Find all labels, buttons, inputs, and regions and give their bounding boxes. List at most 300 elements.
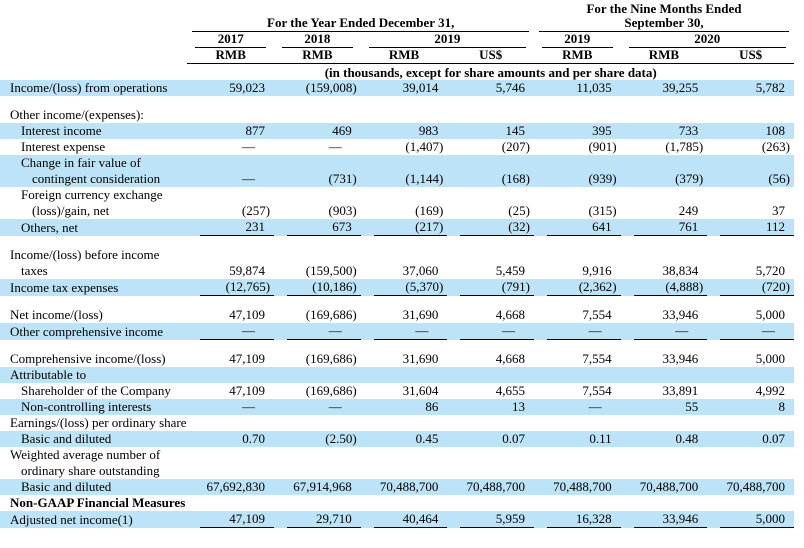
cell-value-text: 7,554 (582, 383, 612, 398)
cell-value (621, 80, 708, 96)
row-label-line: taxes (21, 263, 48, 278)
cell-value (621, 447, 708, 479)
row-label (0, 323, 187, 340)
row-label-line: Weighted average number of (10, 447, 161, 462)
cell-value-text: 5,959 (460, 511, 534, 528)
table-row (0, 80, 794, 96)
cell-value (534, 219, 621, 236)
cell-value (361, 247, 448, 279)
row-label-line: Income/(loss) from operations (10, 80, 168, 95)
cell-value (187, 107, 274, 123)
cell-value (361, 479, 448, 495)
cell-value-text: (1,785) (665, 139, 704, 154)
row-label-line: (loss)/gain, net (32, 203, 110, 218)
row-label-line: Foreign currency exchange (21, 187, 163, 202)
row-label (0, 307, 187, 323)
row-label-line: Others, net (21, 220, 79, 235)
cell-value (621, 383, 708, 399)
row-label (0, 155, 187, 187)
cell-value-text: (939) (588, 171, 617, 186)
cell-value (447, 307, 534, 323)
cell-value (447, 219, 534, 236)
cell-value (187, 323, 274, 340)
cell-value (274, 367, 361, 383)
row-label (0, 351, 187, 367)
cell-value-text: (2,362) (547, 279, 621, 296)
cell-value (707, 187, 794, 219)
cell-value-text: 70,488,700 (726, 479, 785, 494)
cell-value (447, 139, 534, 155)
cell-value (534, 279, 621, 296)
cell-value-text: 112 (720, 219, 794, 236)
cell-value-text: — (547, 323, 621, 340)
cell-value-text: 108 (765, 123, 785, 138)
cell-value-text: 33,946 (662, 351, 699, 366)
header-group-row-2 (0, 16, 794, 32)
cell-value-text: (25) (508, 203, 530, 218)
cell-value-text: (720) (720, 279, 794, 296)
cell-value (361, 139, 448, 155)
cell-value (361, 155, 448, 187)
cell-value-text: 37,060 (402, 263, 439, 278)
row-label (0, 415, 187, 431)
row-label-line: Interest expense (21, 139, 106, 154)
cell-value (707, 155, 794, 187)
spacer-cell (0, 340, 794, 351)
cell-value (274, 323, 361, 340)
cell-value (447, 447, 534, 479)
cell-value-text: — (720, 323, 794, 340)
header-spacer-cell (0, 2, 187, 16)
table-header (0, 2, 794, 80)
cell-value-text: 145 (505, 123, 525, 138)
row-label-line: Attributable to (10, 367, 87, 382)
cell-value (274, 219, 361, 236)
table-row (0, 383, 794, 399)
cell-value (534, 247, 621, 279)
cell-value-text: 8 (778, 399, 785, 414)
cell-value-text: 31,604 (402, 383, 439, 398)
table-row (0, 351, 794, 367)
cell-value (447, 415, 534, 431)
cell-value (621, 495, 708, 511)
table-row (0, 511, 794, 528)
year-column-2019: 2019 (369, 32, 526, 48)
row-label-line: Income/(loss) before income (10, 247, 160, 262)
spacer-cell (0, 296, 794, 307)
cell-value-text: 0.45 (415, 431, 439, 446)
cell-value (361, 495, 448, 511)
cell-value (361, 187, 448, 219)
cell-value-text: (731) (328, 171, 357, 186)
cell-value (361, 307, 448, 323)
cell-value (274, 80, 361, 96)
cell-value (534, 155, 621, 187)
cell-value-text: — (328, 139, 342, 154)
cell-value (534, 307, 621, 323)
cell-value-text: 37 (772, 203, 785, 218)
cell-value (187, 367, 274, 383)
cell-value (707, 279, 794, 296)
cell-value-text: — (460, 323, 534, 340)
cell-value (447, 123, 534, 139)
cell-value (447, 511, 534, 528)
cell-value-text: 86 (425, 399, 439, 414)
row-label (0, 107, 187, 123)
cell-value (187, 447, 274, 479)
cell-value-text: 0.70 (242, 431, 266, 446)
row-label-line: ordinary share outstanding (21, 463, 160, 478)
row-label-line: contingent consideration (32, 171, 161, 186)
cell-value (534, 447, 621, 479)
cell-value-text: 70,488,700 (553, 479, 612, 494)
cell-value-text: 0.07 (762, 431, 785, 446)
cell-value-text: 5,000 (755, 351, 785, 366)
row-label-line: Other income/(expenses): (10, 107, 144, 122)
cell-value-text: 33,946 (634, 511, 708, 528)
cell-value-text: 5,720 (755, 263, 785, 278)
cell-value (274, 511, 361, 528)
cell-value-text: (903) (328, 203, 357, 218)
cell-value-text: 5,000 (755, 307, 785, 322)
cell-value-text: (56) (768, 171, 790, 186)
cell-value (361, 431, 448, 447)
cell-value-text: (4,888) (634, 279, 708, 296)
cell-value-text: 31,690 (402, 351, 439, 366)
cell-value-text: — (374, 323, 448, 340)
cell-value (707, 307, 794, 323)
cell-value (534, 123, 621, 139)
cell-value (621, 279, 708, 296)
cell-value (274, 123, 361, 139)
table-row (0, 399, 794, 415)
row-label (0, 247, 187, 279)
cell-value (361, 123, 448, 139)
cell-value (534, 107, 621, 123)
cell-value (447, 431, 534, 447)
cell-value-text: 7,554 (582, 351, 612, 366)
cell-value-text: 29,710 (287, 511, 361, 528)
table-row (0, 415, 794, 431)
cell-value-text: (159,008) (305, 80, 357, 95)
cell-value-text: 231 (200, 219, 274, 236)
row-label (0, 187, 187, 219)
cell-value-text: 16,328 (547, 511, 621, 528)
spacer-cell (0, 96, 794, 107)
cell-value (447, 479, 534, 495)
cell-value (361, 367, 448, 383)
cell-value (187, 383, 274, 399)
cell-value-text: — (242, 399, 256, 414)
cell-value (187, 307, 274, 323)
year-ended-group-header: For the Year Ended December 31, (192, 16, 529, 32)
cell-value (707, 495, 794, 511)
cell-value (361, 107, 448, 123)
row-label (0, 123, 187, 139)
cell-value (621, 123, 708, 139)
cell-value (707, 415, 794, 431)
table-row (0, 447, 794, 479)
cell-value-text: (379) (675, 171, 704, 186)
cell-value (621, 107, 708, 123)
cell-value-text: 877 (245, 123, 266, 138)
cell-value (447, 495, 534, 511)
cell-value-text: 40,464 (374, 511, 448, 528)
cell-value-text: (169,686) (305, 383, 357, 398)
cell-value (707, 399, 794, 415)
cell-value-text: — (328, 399, 342, 414)
cell-value-text: (159,500) (305, 263, 357, 278)
cell-value-text: 733 (678, 123, 699, 138)
row-label-line: Change in fair value of (21, 155, 141, 170)
cell-value (187, 415, 274, 431)
cell-value-text: (315) (588, 203, 617, 218)
cell-value-text: (1,407) (405, 139, 444, 154)
cell-value-text: 47,109 (200, 511, 274, 528)
cell-value (187, 80, 274, 96)
cell-value (361, 80, 448, 96)
cell-value (187, 155, 274, 187)
cell-value (274, 383, 361, 399)
cell-value (361, 323, 448, 340)
cell-value-text: 673 (287, 219, 361, 236)
cell-value-text: 13 (511, 399, 525, 414)
cell-value (621, 431, 708, 447)
cell-value (621, 139, 708, 155)
cell-value-text: 31,690 (402, 307, 439, 322)
row-label (0, 279, 187, 296)
row-label-line: Non-controlling interests (21, 399, 152, 414)
cell-value (447, 383, 534, 399)
table-row (0, 247, 794, 279)
cell-value (534, 415, 621, 431)
table-row (0, 155, 794, 187)
cell-value-text: 33,891 (662, 383, 699, 398)
cell-value (187, 279, 274, 296)
year-column-2019-nine-months: 2019 (542, 32, 613, 48)
year-column-2017: 2017 (195, 32, 266, 48)
cell-value (621, 479, 708, 495)
table-row (0, 123, 794, 139)
cell-value (274, 307, 361, 323)
cell-value (534, 431, 621, 447)
year-column-2020: 2020 (629, 32, 786, 48)
cell-value (274, 431, 361, 447)
cell-value (707, 479, 794, 495)
table-body (0, 80, 794, 528)
cell-value (274, 479, 361, 495)
row-label-line: Income tax expenses (10, 280, 119, 295)
cell-value-text: — (287, 323, 361, 340)
cell-value (361, 383, 448, 399)
cell-value-text: (2.50) (325, 431, 357, 446)
cell-value (621, 219, 708, 236)
cell-value (187, 399, 274, 415)
cell-value (707, 247, 794, 279)
cell-value (274, 495, 361, 511)
cell-value-text: 70,488,700 (379, 479, 439, 494)
cell-value (707, 80, 794, 96)
cell-value-text: (10,186) (287, 279, 361, 296)
row-label (0, 399, 187, 415)
cell-value (621, 307, 708, 323)
cell-value (187, 479, 274, 495)
cell-value (361, 279, 448, 296)
header-spacer-cell (0, 16, 187, 32)
units-note: (in thousands, except for share amounts and per share data) (324, 65, 657, 80)
nine-months-header-line1: For the Nine Months Ended (586, 1, 742, 16)
row-label (0, 139, 187, 155)
cell-value (534, 139, 621, 155)
table-row (0, 323, 794, 340)
cell-value-text: 4,655 (495, 383, 525, 398)
cell-value-text: 7,554 (582, 307, 612, 322)
table-row (0, 139, 794, 155)
header-spacer-cell (0, 64, 187, 81)
cell-value-text: 469 (332, 123, 352, 138)
cell-value-text: — (242, 171, 256, 186)
currency-label: RMB (621, 48, 708, 64)
cell-value-text: 9,916 (582, 263, 612, 278)
spacer-row (0, 340, 794, 351)
header-spacer-cell (0, 48, 187, 64)
table-row (0, 367, 794, 383)
cell-value (707, 351, 794, 367)
cell-value (621, 415, 708, 431)
cell-value (187, 247, 274, 279)
year-column-2018: 2018 (282, 32, 353, 48)
row-label-line: Other comprehensive income (10, 324, 164, 339)
cell-value-text: (168) (501, 171, 530, 186)
cell-value (361, 511, 448, 528)
row-label-line: Shareholder of the Company (21, 383, 171, 398)
header-units-note-row (0, 64, 794, 81)
currency-label: RMB (274, 48, 361, 64)
row-label-line: Earnings/(loss) per ordinary share (10, 415, 187, 430)
cell-value (534, 80, 621, 96)
cell-value (274, 279, 361, 296)
cell-value (447, 399, 534, 415)
cell-value-text: 70,488,700 (466, 479, 525, 494)
cell-value (447, 155, 534, 187)
cell-value-text: 33,946 (662, 307, 699, 322)
cell-value (707, 123, 794, 139)
cell-value (274, 447, 361, 479)
cell-value (534, 383, 621, 399)
cell-value-text: 5,782 (755, 80, 785, 95)
cell-value (187, 219, 274, 236)
spacer-cell (0, 236, 794, 247)
cell-value-text: (169,686) (305, 351, 357, 366)
cell-value-text: 5,000 (720, 511, 794, 528)
cell-value-text: (207) (501, 139, 530, 154)
cell-value (534, 187, 621, 219)
cell-value-text: 983 (418, 123, 439, 138)
cell-value-text: 5,459 (495, 263, 525, 278)
cell-value (621, 399, 708, 415)
cell-value (534, 511, 621, 528)
cell-value (707, 447, 794, 479)
cell-value (361, 415, 448, 431)
cell-value (621, 351, 708, 367)
cell-value (447, 367, 534, 383)
table-row (0, 107, 794, 123)
cell-value (447, 247, 534, 279)
cell-value (534, 399, 621, 415)
cell-value-text: 47,109 (229, 351, 266, 366)
cell-value (621, 367, 708, 383)
cell-value (707, 219, 794, 236)
cell-value-text: 67,914,968 (293, 479, 352, 494)
cell-value (621, 247, 708, 279)
row-label-line: Non-GAAP Financial Measures (10, 495, 186, 510)
cell-value (534, 495, 621, 511)
cell-value-text: 4,668 (495, 351, 525, 366)
row-label (0, 511, 187, 528)
nine-months-header-line2: September 30, (539, 16, 789, 32)
cell-value-text: 11,035 (576, 80, 612, 95)
cell-value-text: 47,109 (229, 307, 266, 322)
cell-value-text: (263) (761, 139, 790, 154)
cell-value-text: — (242, 139, 256, 154)
cell-value (447, 323, 534, 340)
cell-value-text: — (200, 323, 274, 340)
cell-value (447, 351, 534, 367)
table-row (0, 479, 794, 495)
cell-value (274, 155, 361, 187)
cell-value-text: 59,874 (229, 263, 266, 278)
cell-value-text: 55 (685, 399, 699, 414)
cell-value-text: (169,686) (305, 307, 357, 322)
cell-value (274, 139, 361, 155)
row-label (0, 495, 187, 511)
cell-value-text: 47,109 (229, 383, 266, 398)
header-years-row (0, 32, 794, 48)
cell-value (534, 479, 621, 495)
cell-value (621, 155, 708, 187)
cell-value (187, 187, 274, 219)
cell-value-text: (901) (588, 139, 617, 154)
cell-value (361, 351, 448, 367)
cell-value (707, 107, 794, 123)
cell-value-text: 761 (634, 219, 708, 236)
cell-value-text: (12,765) (200, 279, 274, 296)
cell-value (274, 247, 361, 279)
spacer-row (0, 296, 794, 307)
cell-value (361, 447, 448, 479)
cell-value (274, 351, 361, 367)
cell-value-text: (32) (460, 219, 534, 236)
cell-value-text: 395 (592, 123, 612, 138)
cell-value (621, 511, 708, 528)
cell-value-text: (169) (415, 203, 444, 218)
row-label-line: Adjusted net income(1) (10, 512, 133, 527)
currency-label: RMB (187, 48, 274, 64)
spacer-row (0, 96, 794, 107)
cell-value (274, 415, 361, 431)
spacer-row (0, 236, 794, 247)
row-label (0, 383, 187, 399)
cell-value (621, 323, 708, 340)
cell-value-text: 4,668 (495, 307, 525, 322)
row-label-line: Interest income (21, 123, 102, 138)
currency-label: RMB (534, 48, 621, 64)
cell-value (621, 187, 708, 219)
cell-value-text: 249 (678, 203, 699, 218)
cell-value-text: (5,370) (374, 279, 448, 296)
currency-label: US$ (447, 48, 534, 64)
row-label-line: Net income/(loss) (10, 307, 103, 322)
